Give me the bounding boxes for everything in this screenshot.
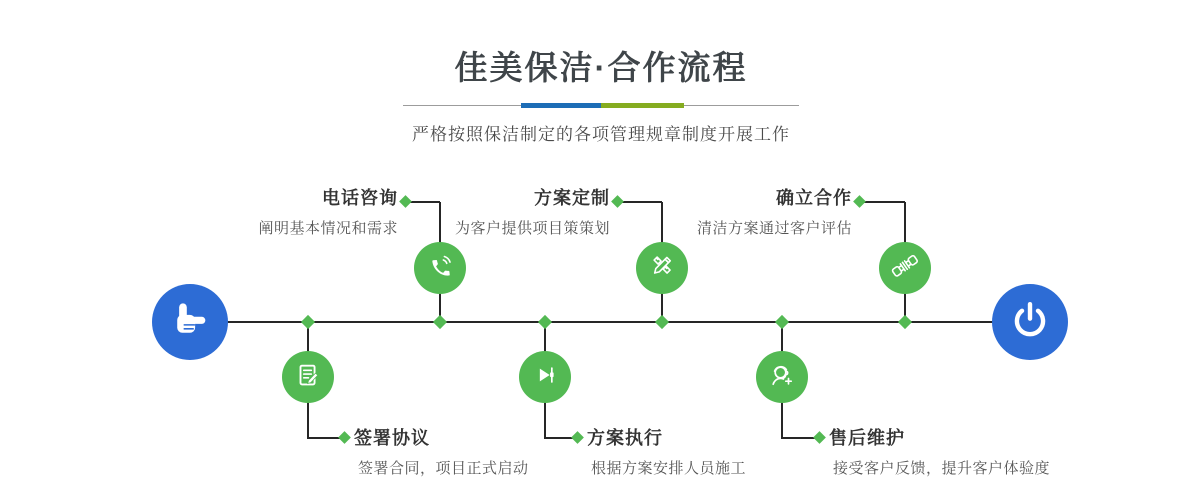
- divider-green-segment: [601, 103, 684, 108]
- page-title: 佳美保洁·合作流程: [454, 49, 748, 86]
- step-desc: 接受客户反馈，提升客户体验度: [833, 459, 1051, 477]
- step-desc: 阐明基本情况和需求: [258, 219, 398, 237]
- step-node-contract: [282, 351, 334, 403]
- node-diamond: [538, 315, 552, 329]
- step-node-phone: [414, 242, 466, 294]
- step-desc: 根据方案安排人员施工: [591, 459, 747, 477]
- start-node: [152, 284, 228, 360]
- step-label-cooperation: [552, 188, 852, 238]
- step-title: 签署协议: [354, 428, 430, 448]
- node-diamond: [898, 315, 912, 329]
- step-node-support: [756, 351, 808, 403]
- step-node-pencil: [636, 242, 688, 294]
- step-desc: 清洁方案通过客户评估: [696, 219, 852, 237]
- title-divider: [403, 103, 799, 109]
- play-slider-icon: [530, 360, 560, 395]
- contract-icon: [293, 360, 323, 395]
- end-node: [992, 284, 1068, 360]
- phone-icon: [425, 251, 455, 286]
- hand-pointer-icon: [167, 297, 213, 348]
- step-node-play: [519, 351, 571, 403]
- step-label-aftersales: [829, 428, 1149, 478]
- node-diamond: [775, 315, 789, 329]
- customer-service-icon: [766, 359, 798, 396]
- section-subtitle: 严格按照保洁制定的各项管理规章制度开展工作: [412, 125, 790, 144]
- label-diamond: [338, 431, 351, 444]
- section-header: [0, 0, 1202, 145]
- node-diamond: [433, 315, 447, 329]
- step-title: 方案执行: [587, 428, 663, 448]
- pencil-ruler-icon: [647, 251, 677, 286]
- step-title: 售后维护: [829, 428, 905, 448]
- step-title: 电话咨询: [322, 188, 398, 208]
- node-diamond: [655, 315, 669, 329]
- step-desc: 签署合同，项目正式启动: [358, 459, 529, 477]
- label-diamond: [853, 195, 866, 208]
- divider-blue-segment: [521, 103, 601, 108]
- node-diamond: [301, 315, 315, 329]
- step-desc: 为客户提供项目策策划: [454, 219, 610, 237]
- handshake-icon: [889, 250, 921, 287]
- step-title: 方案定制: [534, 188, 610, 208]
- step-title: 确立合作: [776, 188, 852, 208]
- step-node-handshake: [879, 242, 931, 294]
- power-icon: [1008, 298, 1052, 347]
